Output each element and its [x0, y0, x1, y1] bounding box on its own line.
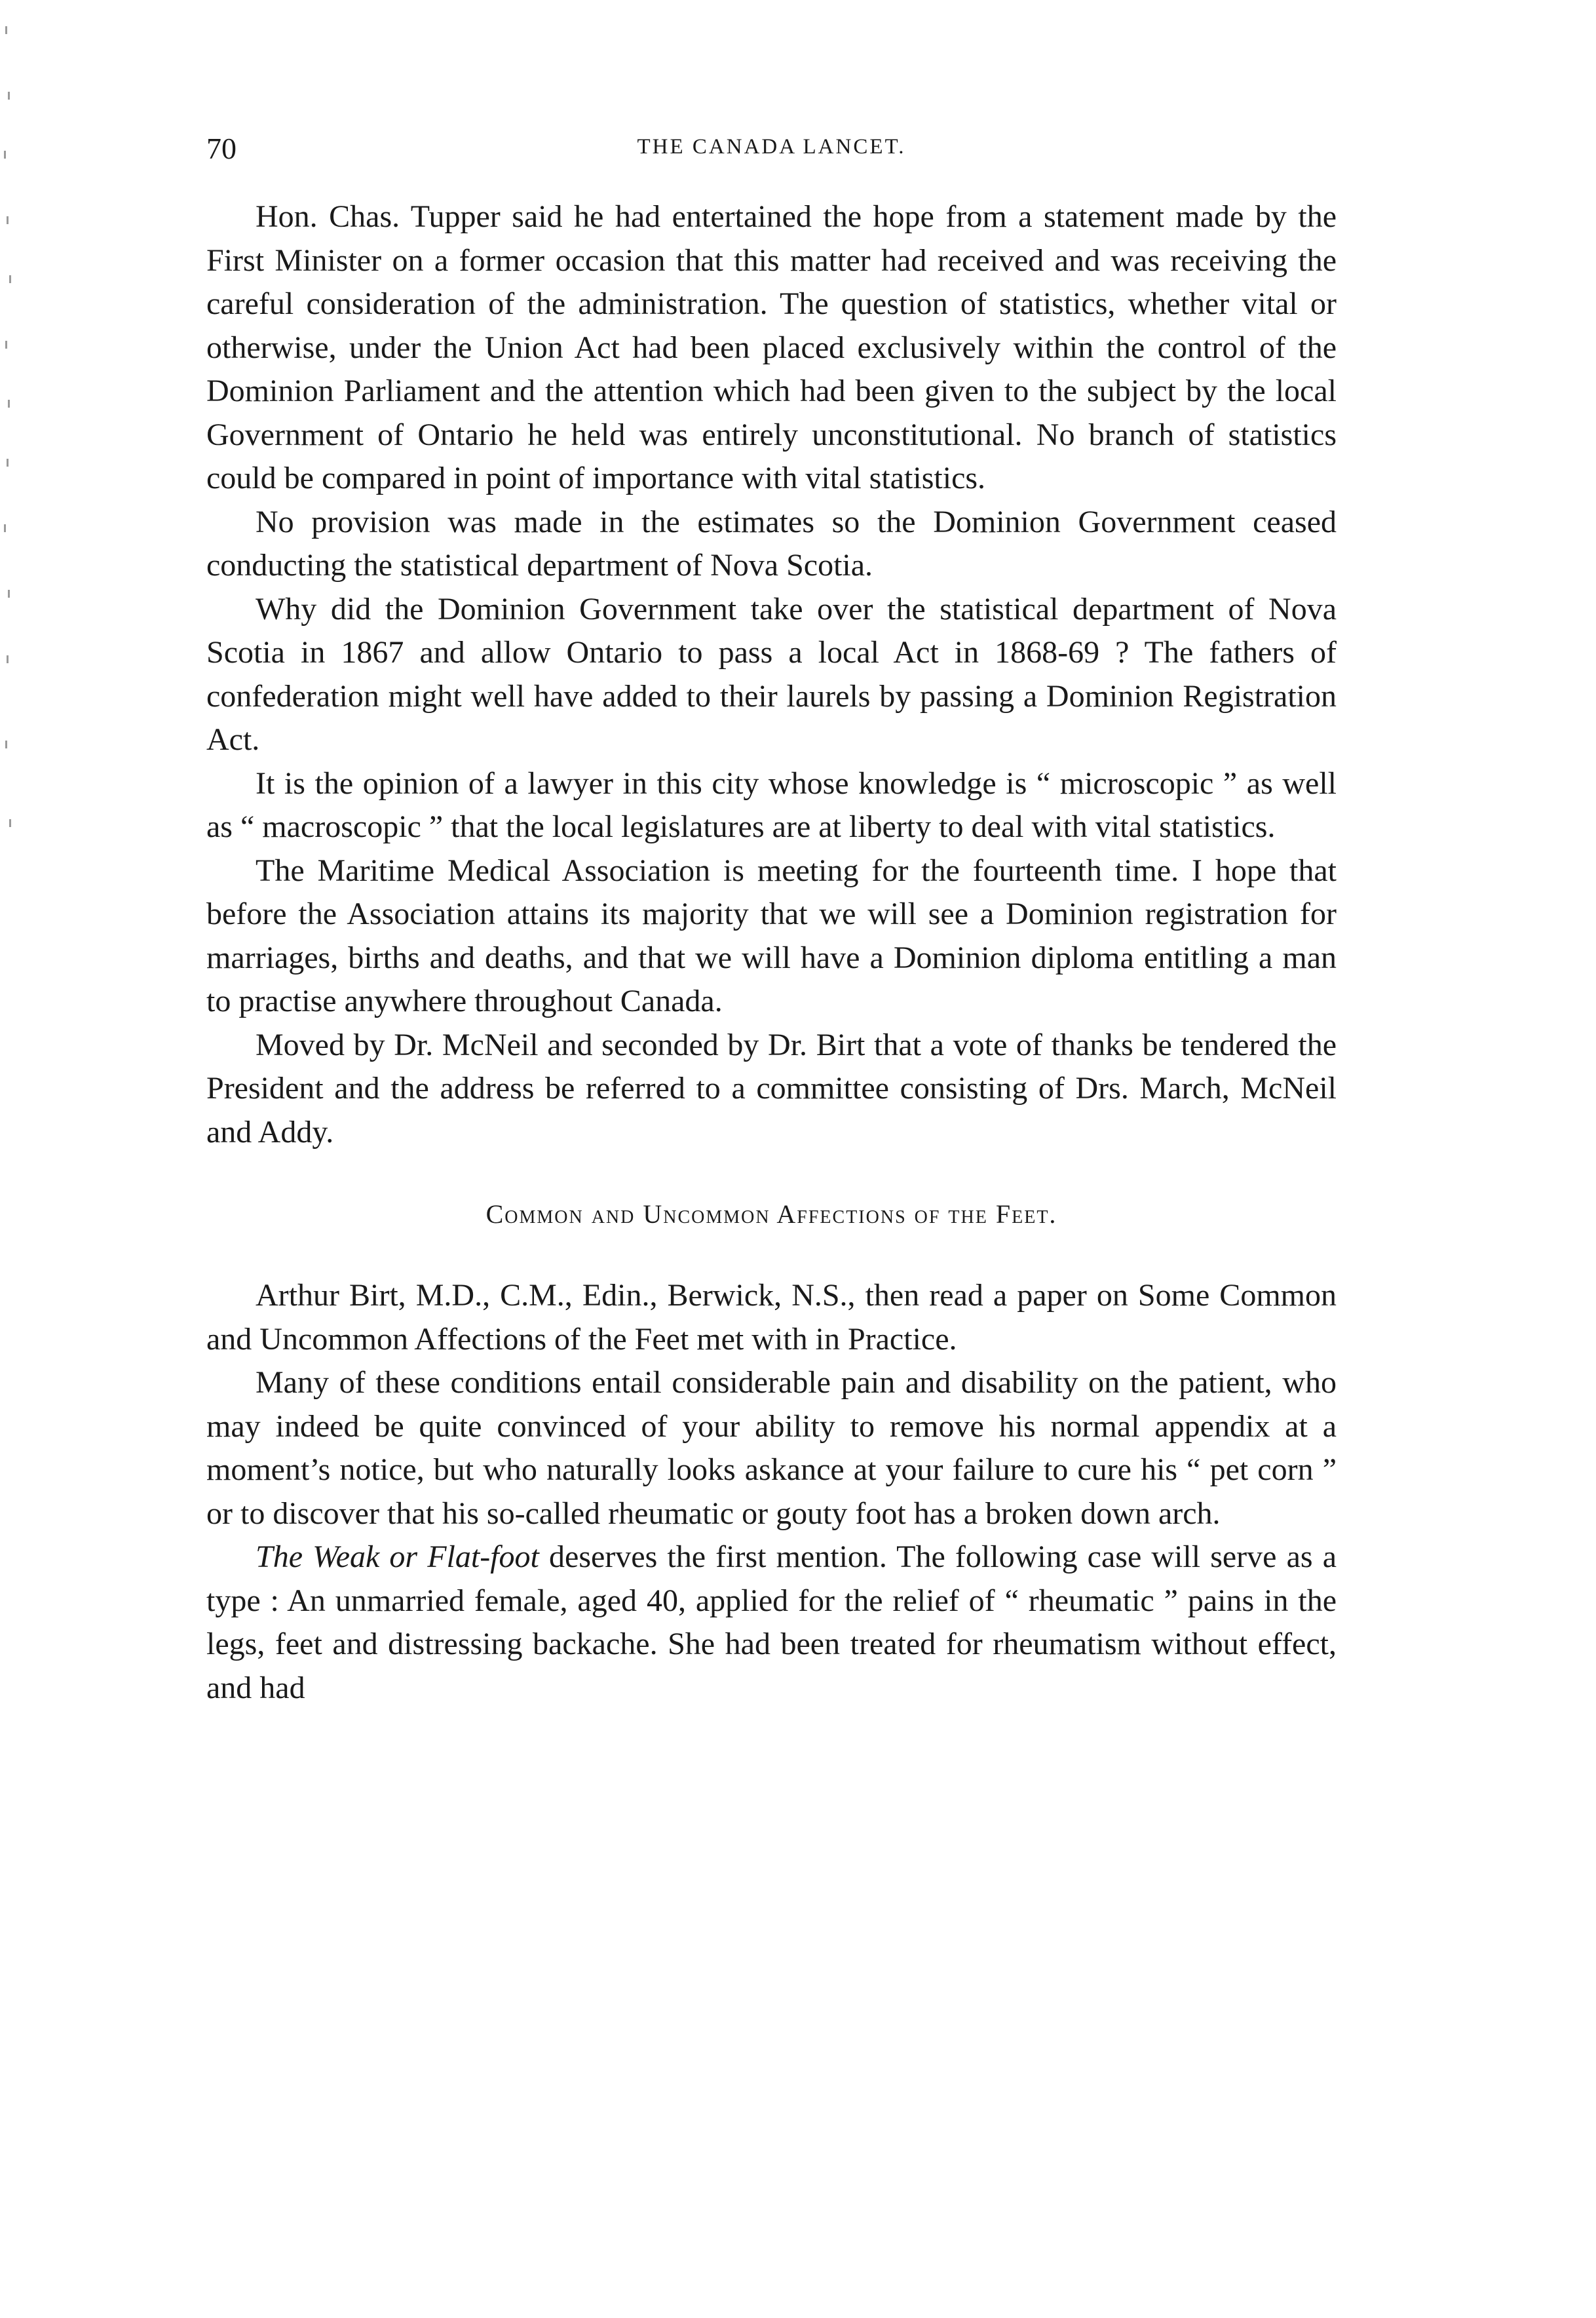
journal-title: THE CANADA LANCET. — [637, 135, 906, 159]
section-heading: Common and Uncommon Affections of the Feet. — [485, 1199, 1057, 1229]
paragraph-estimates: No provision was made in the estimates so the Dominion Government ceased conducting the statistical department of Nova Scotia. — [206, 504, 1337, 583]
margin-speck — [7, 655, 9, 663]
paragraph-flat-foot — [206, 1536, 1337, 1710]
flat-foot-text: deserves the first mention. The following case will serve as a type : An unmarried female, aged 40, applied for the relief of “ rheumatic ” pains in the legs, feet and distressing backache. She had been treated for rheumatism without effect, and had — [206, 1539, 1337, 1705]
document-page — [206, 131, 1337, 1710]
margin-speck — [8, 92, 10, 100]
page-number: 70 — [206, 132, 237, 165]
margin-speck — [8, 400, 10, 408]
margin-speck — [4, 524, 6, 532]
margin-speck — [5, 26, 7, 34]
paragraph-birt-paper: Arthur Birt, M.D., C.M., Edin., Berwick, N.S., then read a paper on Some Common and Uncommon Affections of the Feet met with in Practice. — [206, 1278, 1337, 1357]
paragraph-why-dominion: Why did the Dominion Government take over the statistical department of Nova Scotia in 1867 and allow Ontario to pass a local Act in 1868-69 ? The fathers of confederation might well have added to their laurels by passing a Dominion Registration Act. — [206, 591, 1337, 757]
margin-speck — [5, 741, 7, 748]
margin-specks — [0, 0, 20, 918]
margin-speck — [4, 151, 6, 159]
running-head — [206, 131, 1337, 170]
paragraph-conditions: Many of these conditions entail considerable pain and disability on the patient, who may indeed be quite convinced of your ability to remove his normal appendix at a moment’s notice, but who naturally looks askance at your failure to cure his “ pet corn ” or to discover that his so-called rheumatic or gouty foot has a broken down arch. — [206, 1365, 1337, 1531]
flat-foot-italic-lead: The Weak or Flat-foot — [256, 1539, 539, 1574]
paragraph-tupper: Hon. Chas. Tupper said he had entertained the hope from a statement made by the First Minister on a former occasion that this matter had received and was receiving the careful consideration of the administration. The question of statistics, whether vital or otherwise, under the Union Act had been placed exclusively within the control of the Dominion Parliament and the attention which had been given to the subject by the local Government of Ontario he held was entirely unconstitutional. No branch of statistics could be compared in point of importance with vital statistics. — [206, 199, 1337, 495]
margin-speck — [7, 216, 9, 224]
paragraph-lawyer-opinion: It is the opinion of a lawyer in this city whose knowledge is “ microscopic ” as well as “ macroscopic ” that the local legislatures are at liberty to deal with vital statistics. — [206, 765, 1337, 844]
margin-speck — [9, 275, 11, 283]
paragraph-maritime-association: The Maritime Medical Association is meeting for the fourteenth time. I hope that before the Association attains its majority that we will see a Dominion registration for marriages, births and deaths, and that we will have a Dominion diploma entitling a man to practise anywhere throughout Canada. — [206, 853, 1337, 1018]
paragraph-motion: Moved by Dr. McNeil and seconded by Dr. Birt that a vote of thanks be tendered the President and the address be referred to a committee consisting of Drs. March, McNeil and Addy. — [206, 1027, 1337, 1149]
margin-speck — [7, 459, 9, 467]
margin-speck — [8, 590, 10, 598]
margin-speck — [5, 341, 7, 349]
margin-speck — [9, 819, 11, 827]
